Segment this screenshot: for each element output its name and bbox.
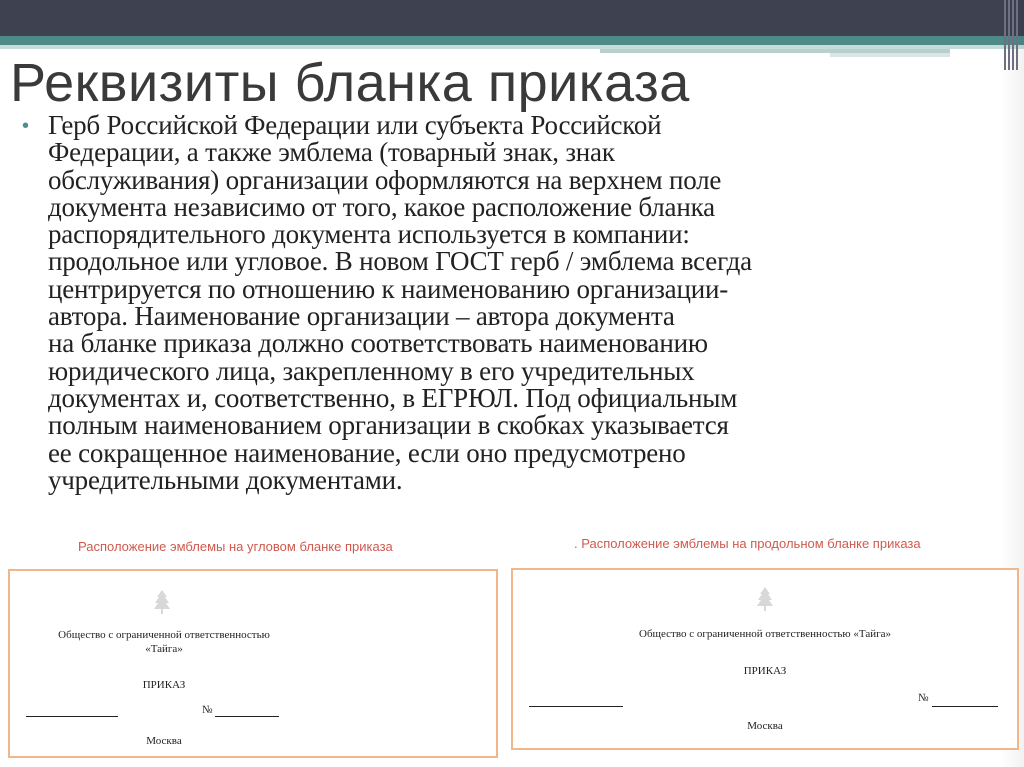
- text-line: полным наименованием организации в скобках указывается: [48, 410, 729, 441]
- text-line: ее сокращенное наименование, если оно предусмотрено: [48, 437, 686, 468]
- org-short-name: «Тайга»: [145, 643, 183, 655]
- header-teal-bar: [0, 36, 1024, 45]
- org-name: Общество с ограниченной ответственностью: [58, 629, 270, 641]
- left-form-caption: Расположение эмблемы на угловом бланке приказа: [78, 539, 393, 554]
- doc-type-label: ПРИКАЗ: [743, 665, 787, 677]
- doc-type-label: ПРИКАЗ: [142, 679, 186, 691]
- right-edge-lines: [1004, 0, 1018, 70]
- number-sign: №: [202, 704, 213, 716]
- text-line: документа независимо от того, какое расположение бланка: [48, 191, 715, 222]
- text-line: обслуживания) организации оформляются на верхнем поле: [48, 164, 722, 195]
- date-line: [529, 706, 623, 707]
- city-label: Москва: [747, 720, 783, 732]
- number-sign: №: [918, 692, 929, 704]
- tree-emblem-icon: [152, 589, 172, 615]
- bullet-text: [48, 112, 892, 494]
- text-line: автора. Наименование организации – автора документа: [48, 301, 675, 332]
- header-accent-bar-short: [830, 53, 950, 57]
- text-line: документах и, соответственно, в ЕГРЮЛ. Под официальным: [48, 382, 738, 413]
- org-name: Общество с ограниченной ответственностью «Тайга»: [639, 628, 891, 640]
- text-line: учредительными документами.: [48, 464, 403, 495]
- date-line: [26, 716, 118, 717]
- bullet-marker: •: [22, 115, 30, 137]
- left-form-sample: [8, 569, 498, 758]
- slide-title: Реквизиты бланка приказа: [10, 53, 690, 113]
- text-line: центрируется по отношению к наименованию организации-: [48, 273, 729, 304]
- text-line: продольное или угловое. В новом ГОСТ герб / эмблема всегда: [48, 246, 752, 277]
- tree-emblem-icon: [755, 586, 775, 612]
- city-label: Москва: [146, 735, 182, 747]
- text-line: юридического лица, закрепленному в его учредительных: [48, 355, 695, 386]
- text-line: распорядительного документа используется в компании:: [48, 219, 690, 250]
- number-line: [215, 716, 279, 717]
- right-form-caption: . Расположение эмблемы на продольном бланке приказа: [574, 536, 921, 551]
- right-form-sample: [511, 568, 1019, 750]
- bullet-item: [22, 112, 892, 494]
- text-line: Федерации, а также эмблема (товарный знак, знак: [48, 137, 615, 168]
- number-line: [932, 706, 998, 707]
- text-line: на бланке приказа должно соответствовать наименованию: [48, 328, 708, 359]
- header-dark-bar: [0, 0, 1024, 36]
- text-line: Герб Российской Федерации или субъекта Российской: [48, 110, 662, 140]
